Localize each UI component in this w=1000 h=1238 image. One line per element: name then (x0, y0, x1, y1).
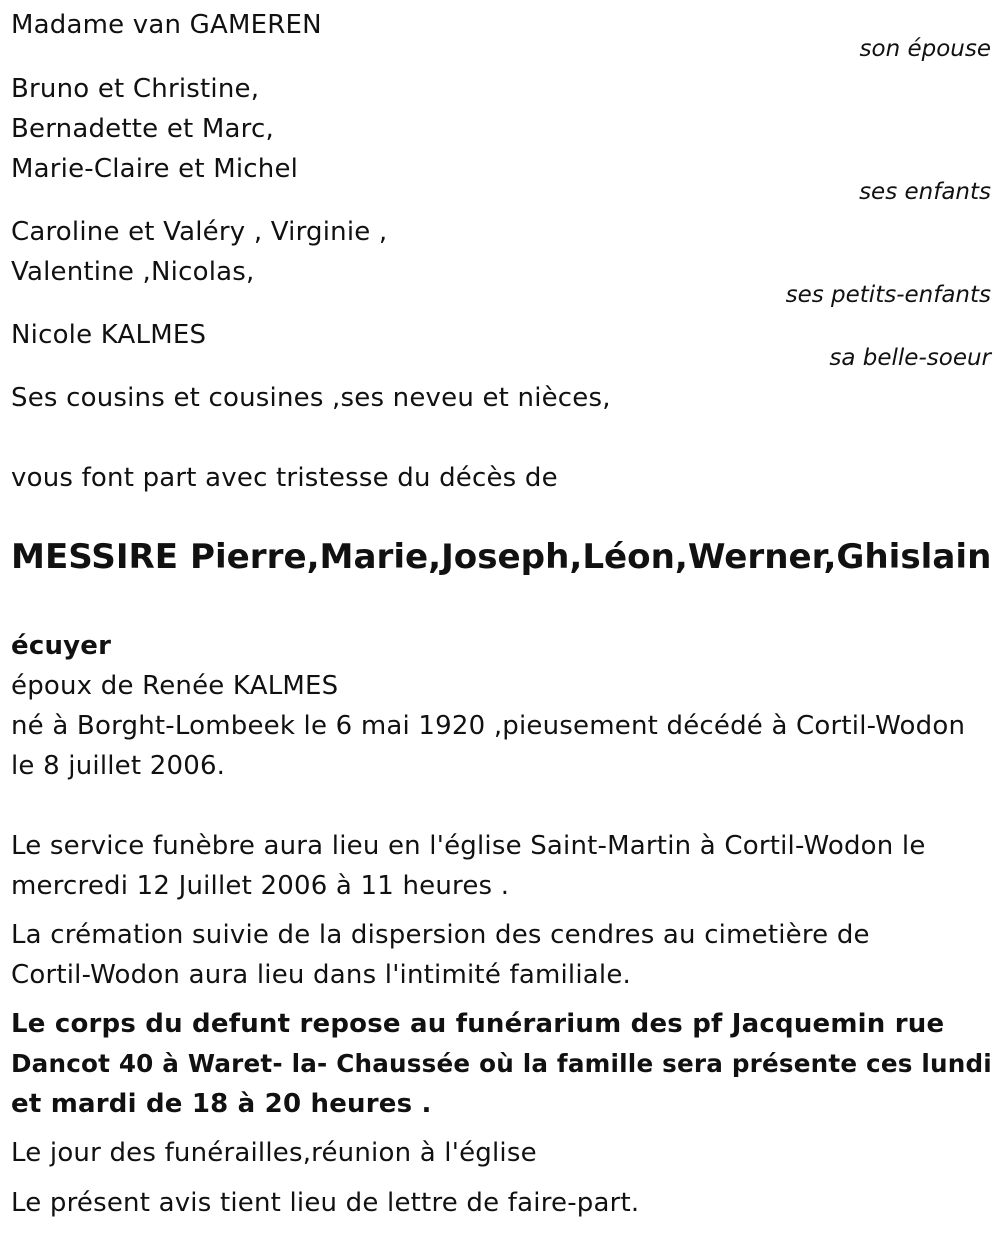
family-name-spouse: Madame van GAMEREN (11, 10, 322, 40)
deceased-birth-death-line-2: le 8 juillet 2006. (11, 751, 226, 781)
family-name-grandchildren-2: Valentine ,Nicolas, (11, 257, 255, 287)
family-name-cousins: Ses cousins et cousines ,ses neveu et nièces, (11, 383, 611, 413)
relation-grandchildren: ses petits-enfants (785, 282, 991, 308)
service-line-2: mercredi 12 Juillet 2006 à 11 heures . (11, 871, 510, 901)
relation-sister-in-law: sa belle-soeur (829, 345, 991, 371)
visitation-line-3: et mardi de 18 à 20 heures . (11, 1089, 432, 1119)
relation-spouse: son épouse (859, 36, 991, 62)
deceased-spouse: époux de Renée KALMES (11, 671, 339, 701)
deceased-birth-death-line-1: né à Borght-Lombeek le 6 mai 1920 ,pieusement décédé à Cortil-Wodon (11, 711, 966, 741)
deceased-title: écuyer (11, 631, 112, 661)
relation-children: ses enfants (859, 179, 991, 205)
visitation-line-2: Dancot 40 à Waret- la- Chaussée où la famille sera présente ces lundi (11, 1049, 992, 1078)
family-name-child-2: Bernadette et Marc, (11, 114, 274, 144)
family-name-sister-in-law: Nicole KALMES (11, 320, 207, 350)
family-name-grandchildren-1: Caroline et Valéry , Virginie , (11, 217, 388, 247)
visitation-line-1: Le corps du defunt repose au funérarium des pf Jacquemin rue (11, 1009, 945, 1039)
notice-text: Le présent avis tient lieu de lettre de faire-part. (11, 1188, 640, 1218)
cremation-line-1: La crémation suivie de la dispersion des cendres au cimetière de (11, 920, 870, 950)
reunion-text: Le jour des funérailles,réunion à l'église (11, 1138, 537, 1168)
service-line-1: Le service funèbre aura lieu en l'église Saint-Martin à Cortil-Wodon le (11, 831, 926, 861)
deceased-name: MESSIRE Pierre,Marie,Joseph,Léon,Werner,Ghislain (11, 537, 992, 577)
family-name-child-3: Marie-Claire et Michel (11, 154, 299, 184)
family-name-child-1: Bruno et Christine, (11, 74, 260, 104)
announcement-text: vous font part avec tristesse du décès de (11, 463, 558, 493)
cremation-line-2: Cortil-Wodon aura lieu dans l'intimité familiale. (11, 960, 631, 990)
